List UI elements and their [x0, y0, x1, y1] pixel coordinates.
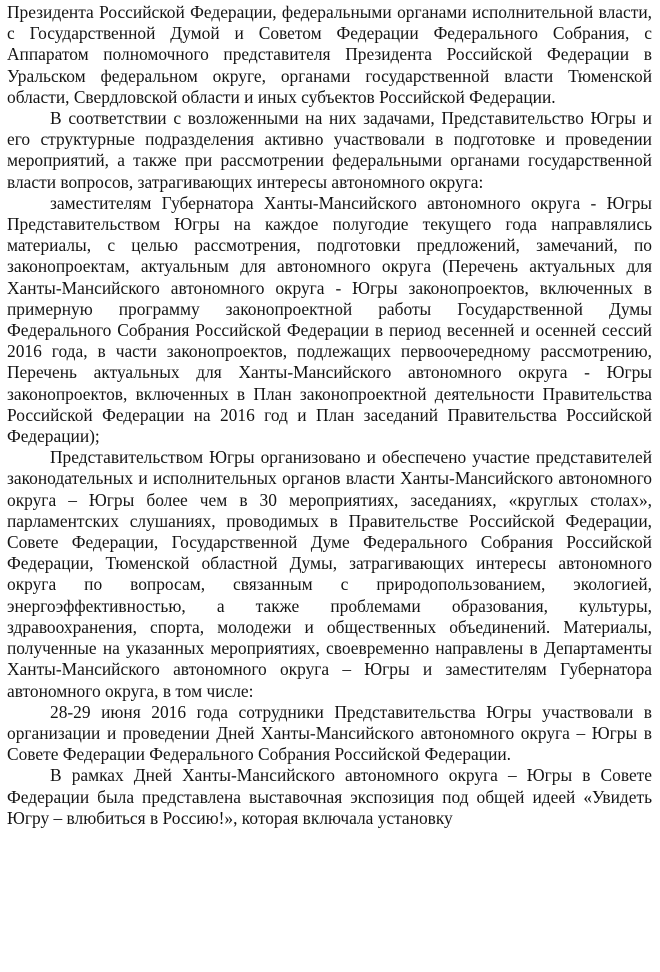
paragraph-4: Представительством Югры организовано и обеспечено участие представителей законодательных и исполнительных органов власти Ханты-Мансийского автономного округа – Югры более чем в 30 мероприятиях, заседаниях, «круглых столах», парламентских слушаниях, проводимых в Правительстве Российской Федерации, Совете Федерации, Государственной Думе Федерального Собрания Российской Федерации, Тюменской областной Думы, затрагивающих интересы автономного округа по вопросам, связанным с природопользованием, экологией, энергоэффективностью, а также проблемами образования, культуры, здравоохранения, спорта, молодежи и общественных объединений. Материалы, полученные на указанных мероприятиях, своевременно направлены в Департаменты Ханты-Мансийского автономного округа – Югры и заместителям Губернатора автономного округа, в том числе:	[7, 447, 652, 701]
paragraph-2: В соответствии с возложенными на них задачами, Представительство Югры и его структурные подразделения активно участвовали в подготовке и проведении мероприятий, а также при рассмотрении федеральными органами государственной власти вопросов, затрагивающих интересы автономного округа:	[7, 108, 652, 192]
paragraph-5: 28-29 июня 2016 года сотрудники Представительства Югры участвовали в организации и проведении Дней Ханты-Мансийского автономного округа – Югры в Совете Федерации Федерального Собрания Российской Федерации.	[7, 701, 652, 765]
paragraph-3: заместителям Губернатора Ханты-Мансийского автономного округа - Югры Представительством Югры на каждое полугодие текущего года направлялись материалы, с целью рассмотрения, подготовки предложений, замечаний, по законопроектам, актуальным для автономного округа (Перечень актуальных для Ханты-Мансийского автономного округа - Югры законопроектов, включенных в примерную программу законопроектной работы Государственной Думы Федерального Собрания Российской Федерации в период весенней и осенней сессий 2016 года, в части законопроектов, подлежащих первоочередному рассмотрению, Перечень актуальных для Ханты-Мансийского автономного округа - Югры законопроектов, включенных в План законопроектной деятельности Правительства Российской Федерации на 2016 год и План заседаний Правительства Российской Федерации);	[7, 192, 652, 447]
paragraph-1: Президента Российской Федерации, федеральными органами исполнительной власти, с Государственной Думой и Советом Федерации Федерального Собрания, с Аппаратом полномочного представителя Президента Российской Федерации в Уральском федеральном округе, органами государственной власти Тюменской области, Свердловской области и иных субъектов Российской Федерации.	[7, 2, 652, 107]
paragraph-6: В рамках Дней Ханты-Мансийского автономного округа – Югры в Совете Федерации была представлена выставочная экспозиция под общей идеей «Увидеть Югру – влюбиться в Россию!», которая включала установку	[7, 765, 652, 828]
